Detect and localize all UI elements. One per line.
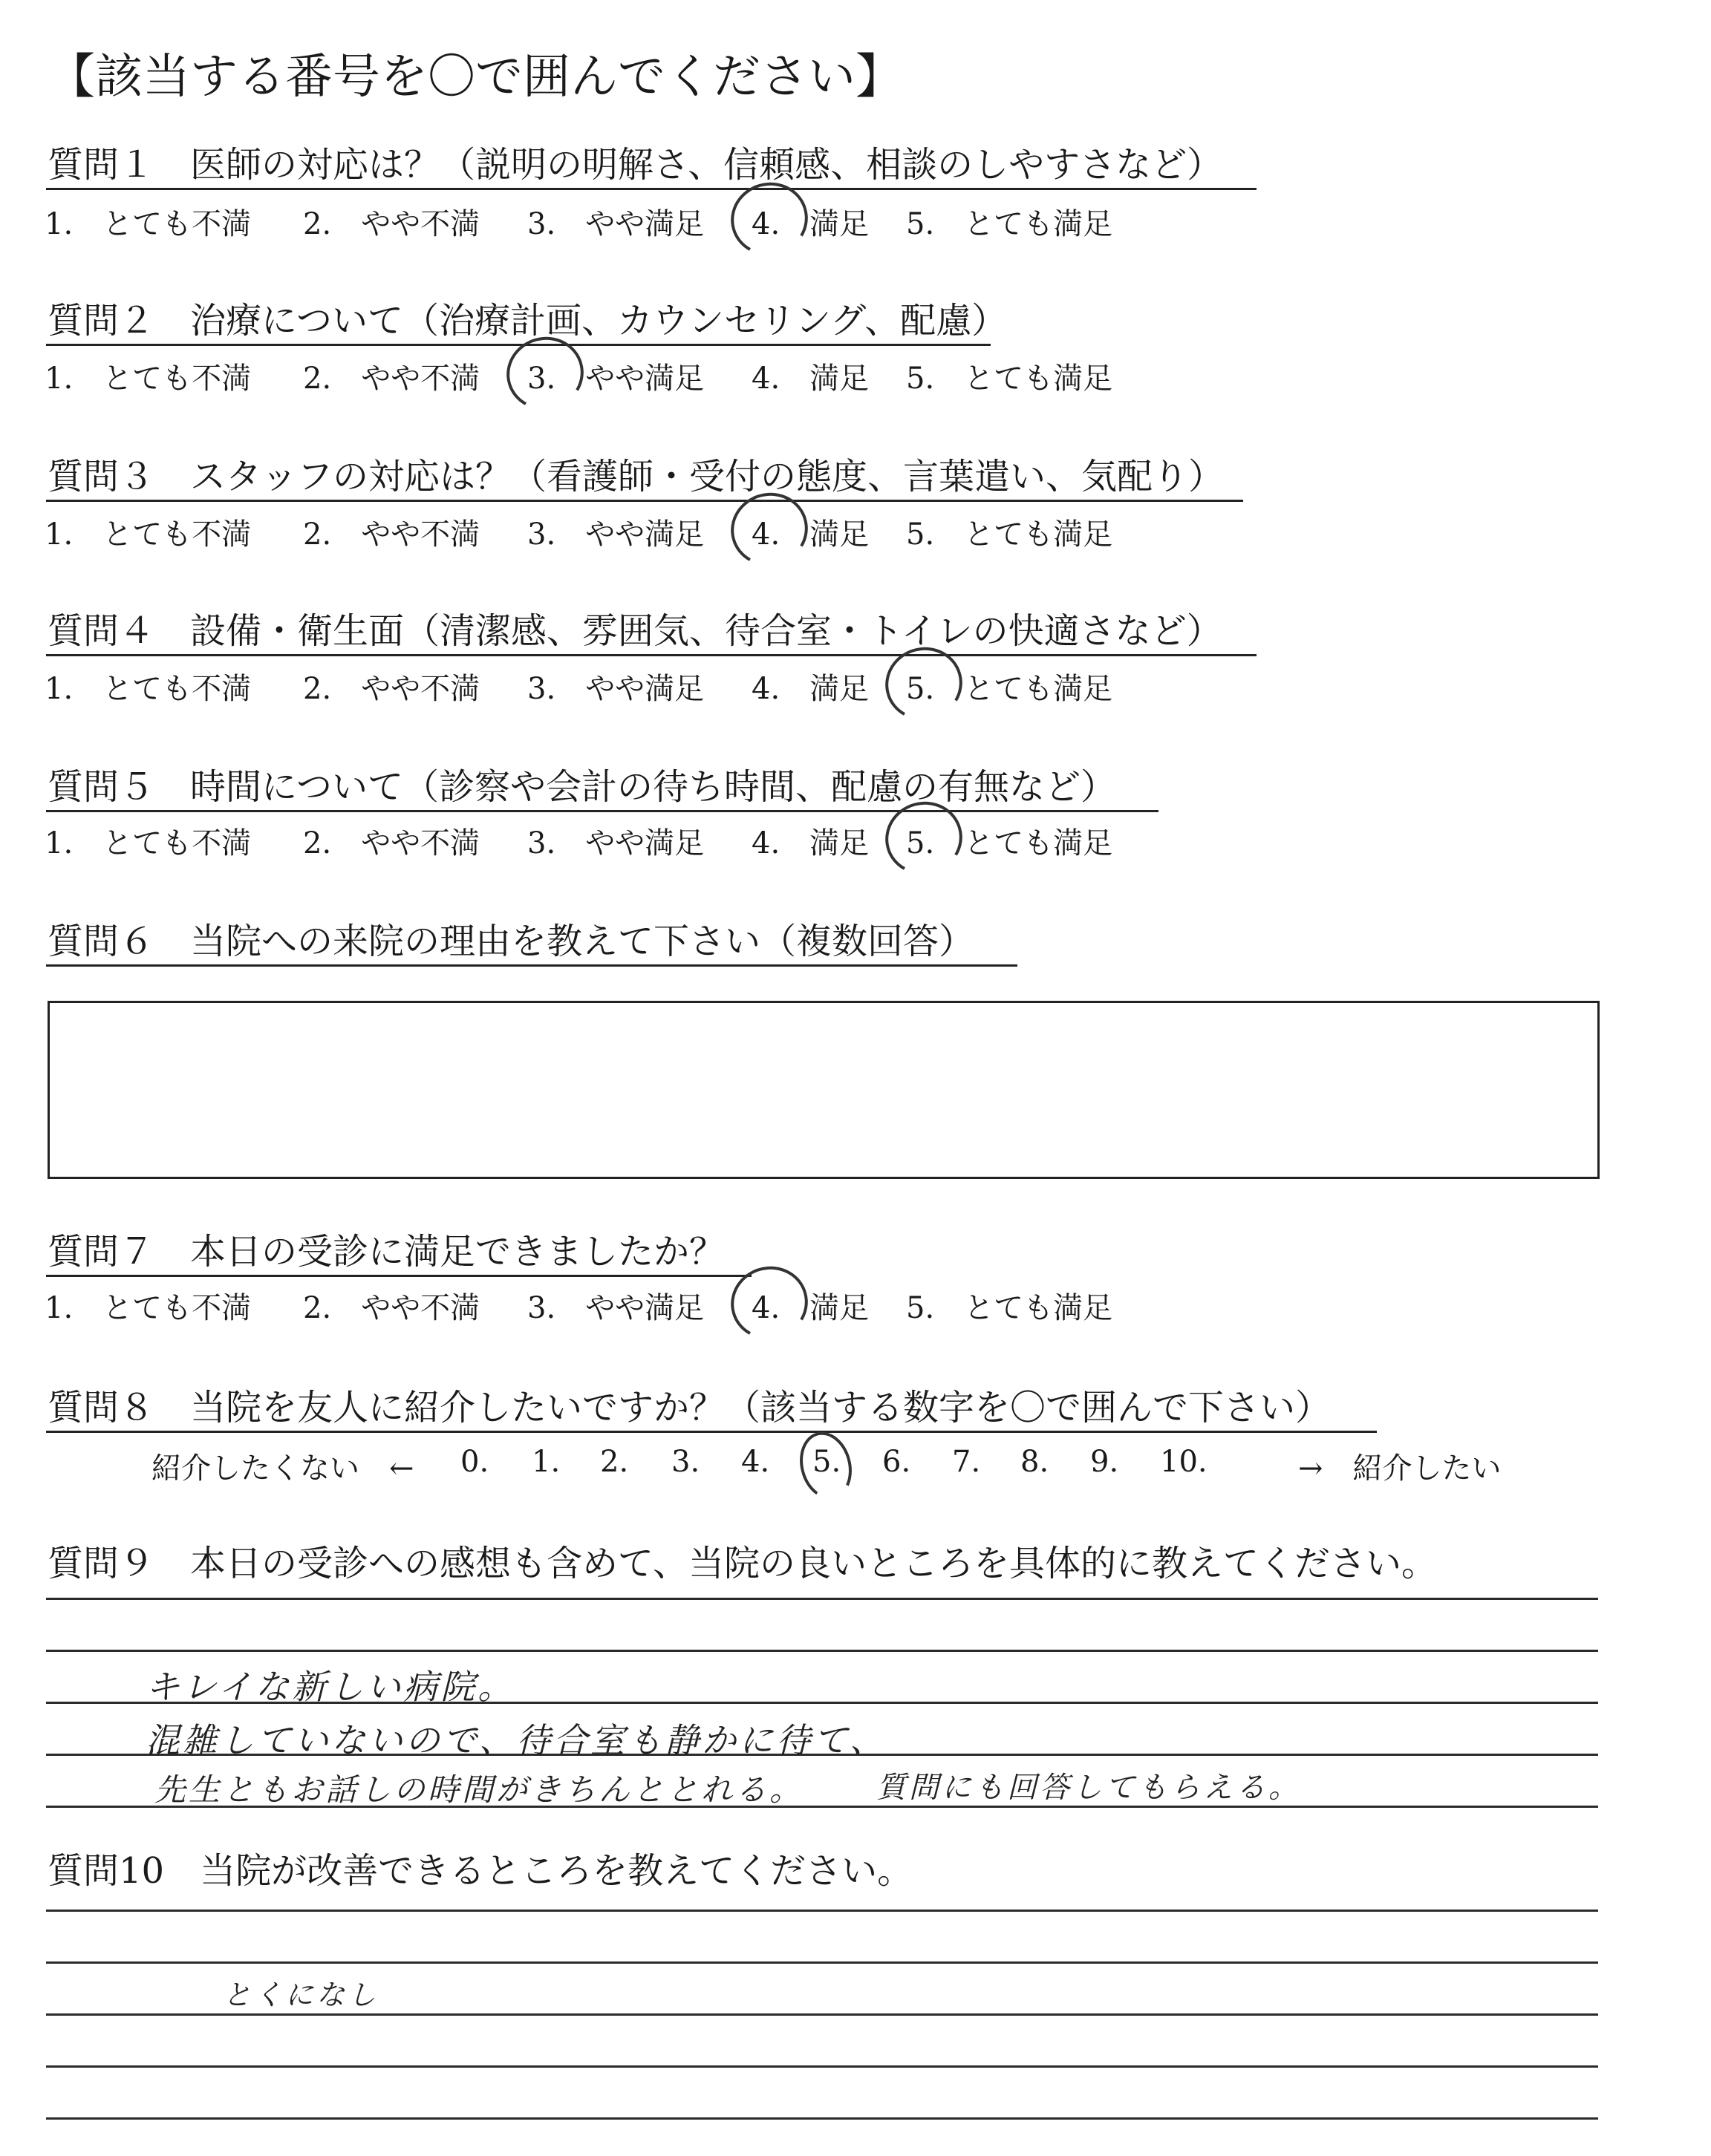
option-4[interactable]: 4. 満足 <box>752 511 869 553</box>
scale-item-3[interactable]: 3. <box>671 1445 700 1479</box>
option-4[interactable]: 4. 満足 <box>752 200 869 243</box>
option-3[interactable]: 3. やや満足 <box>527 826 705 860</box>
answer-rule <box>46 2065 1598 2068</box>
scale-item-2[interactable]: 2. <box>600 1445 629 1479</box>
scale-item-8[interactable]: 8. <box>1020 1445 1049 1479</box>
option-1[interactable]: 1. とても不満 <box>45 517 252 552</box>
scale-item-4[interactable]: 4. <box>741 1445 770 1479</box>
q9-answer-line: 質問にも回答してもらえる。 <box>876 1771 1301 1805</box>
q6-title: 質問６ 当院への来院の理由を教えて下さい（複数回答） <box>48 921 975 962</box>
scale-item-7[interactable]: 7. <box>952 1445 981 1479</box>
q8-title: 質問８ 当院を友人に紹介したいですか？（該当する数字を〇で囲んで下さい） <box>48 1387 1332 1428</box>
option-2[interactable]: 2. やや不満 <box>303 517 480 552</box>
option-2[interactable]: 2. やや不満 <box>303 826 480 860</box>
q6-answer-box[interactable] <box>48 1001 1600 1179</box>
option-4[interactable]: 4. 満足 <box>752 1284 869 1327</box>
q8-left-label: 紹介したくない ← <box>151 1451 414 1486</box>
option-4[interactable]: 4. 満足 <box>752 826 870 860</box>
scale-item-1[interactable]: 1. <box>532 1445 561 1479</box>
scale-item-10[interactable]: 10. <box>1160 1445 1208 1479</box>
option-5[interactable]: 5. とても満足 <box>906 820 1112 862</box>
option-1[interactable]: 1. とても不満 <box>45 826 252 860</box>
option-3[interactable]: 3. やや満足 <box>527 672 705 706</box>
scale-item-9[interactable]: 9. <box>1090 1445 1119 1479</box>
answer-rule <box>46 2117 1598 2120</box>
q10-title: 質問10 当院が改善できるところを教えてください。 <box>48 1850 913 1892</box>
scale-item-0[interactable]: 0. <box>460 1445 489 1479</box>
option-5[interactable]: 5. とても満足 <box>906 207 1113 241</box>
q2-underline <box>46 344 991 346</box>
option-4[interactable]: 4. 満足 <box>752 672 870 706</box>
q9-answer-line: 先生ともお話しの時間がきちんととれる。 <box>154 1771 804 1808</box>
option-5[interactable]: 5. とても満足 <box>906 1291 1113 1325</box>
option-1[interactable]: 1. とても不満 <box>45 362 252 396</box>
page-title: 【該当する番号を〇で囲んでください】 <box>48 50 903 105</box>
q4-title: 質問４ 設備・衛生面（清潔感、雰囲気、待合室・トイレの快適さなど） <box>48 610 1222 652</box>
option-2[interactable]: 2. やや不満 <box>303 207 480 241</box>
q1-title: 質問１ 医師の対応は？（説明の明解さ、信頼感、相談のしやすさなど） <box>48 144 1223 186</box>
answer-rule <box>46 1961 1598 1964</box>
option-3[interactable]: 3. やや満足 <box>527 517 705 552</box>
q1-underline <box>46 188 1257 190</box>
option-5[interactable]: 5. とても満足 <box>906 362 1113 396</box>
option-2[interactable]: 2. やや不満 <box>303 362 480 396</box>
selection-circle <box>792 1426 858 1505</box>
scale-item-5[interactable]: 5. <box>812 1445 841 1479</box>
q10-answer-line: とくになし <box>223 1979 379 2011</box>
option-1[interactable]: 1. とても不満 <box>45 672 252 706</box>
option-3[interactable]: 3. やや満足 <box>527 207 705 241</box>
q9-answer-line: 混雑していないので、待合室も静かに待て、 <box>146 1720 887 1760</box>
scale-item-6[interactable]: 6. <box>882 1445 911 1479</box>
q2-title: 質問２ 治療について（治療計画、カウンセリング、配慮） <box>48 300 1008 342</box>
q8-right-label: → 紹介したい <box>1298 1451 1502 1486</box>
q7-underline <box>46 1275 752 1277</box>
option-1[interactable]: 1. とても不満 <box>45 1291 252 1325</box>
q3-title: 質問３ スタッフの対応は？（看護師・受付の態度、言葉遣い、気配り） <box>48 456 1225 497</box>
option-3[interactable]: 3. やや満足 <box>527 355 704 397</box>
option-2[interactable]: 2. やや不満 <box>303 672 480 706</box>
option-5[interactable]: 5. とても満足 <box>906 665 1112 708</box>
answer-rule <box>46 1910 1598 1912</box>
q9-title: 質問９ 本日の受診への感想も含めて、当院の良いところを具体的に教えてください。 <box>48 1543 1438 1584</box>
selection-circle <box>723 1258 816 1348</box>
q4-underline <box>46 654 1257 656</box>
q8-underline <box>46 1431 1377 1433</box>
q6-underline <box>46 964 1017 967</box>
option-5[interactable]: 5. とても満足 <box>906 517 1113 552</box>
option-2[interactable]: 2. やや不満 <box>303 1291 480 1325</box>
option-1[interactable]: 1. とても不満 <box>45 207 252 241</box>
option-4[interactable]: 4. 満足 <box>752 362 870 396</box>
option-3[interactable]: 3. やや満足 <box>527 1291 705 1325</box>
q5-title: 質問５ 時間について（診察や会計の待ち時間、配慮の有無など） <box>48 766 1117 808</box>
answer-rule <box>46 1598 1598 1600</box>
q9-answer-line: キレイな新しい病院。 <box>146 1667 515 1707</box>
q5-underline <box>46 810 1158 812</box>
answer-rule <box>46 1650 1598 1652</box>
q8-scale <box>0 1445 1711 1486</box>
q7-title: 質問７ 本日の受診に満足できましたか？ <box>48 1231 726 1273</box>
q3-underline <box>46 500 1243 502</box>
answer-rule <box>46 2013 1598 2016</box>
